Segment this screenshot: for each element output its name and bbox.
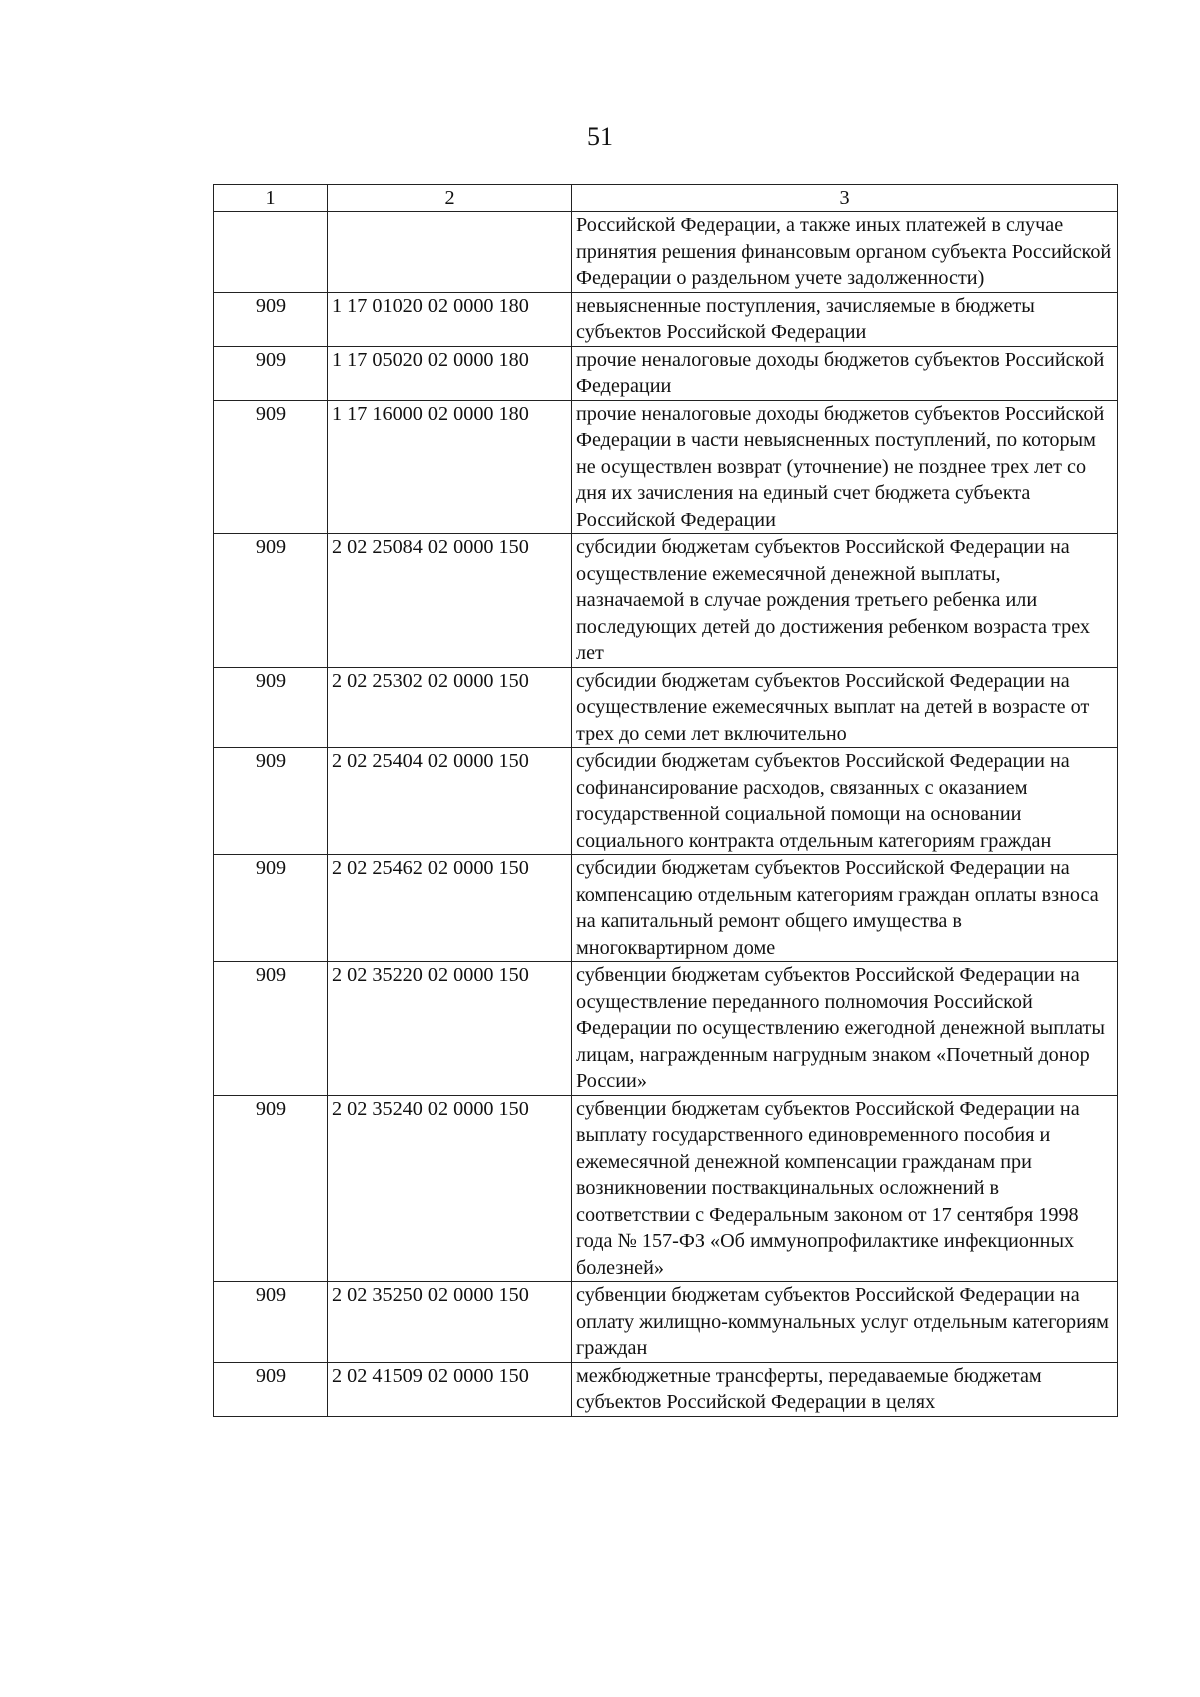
table-row <box>214 400 1118 534</box>
admin-code-cell: 909 <box>214 1282 328 1363</box>
revenue-description-cell: субсидии бюджетам субъектов Российской Федерации на осуществление ежемесячной денежной выплаты, назначаемой в случае рождения третьего ребенка или последующих детей до достижения ребенком возраста трех лет <box>572 534 1118 668</box>
revenue-description-cell: прочие неналоговые доходы бюджетов субъектов Российской Федерации в части невыясненных поступлений, по которым не осуществлен возврат (уточнение) не позднее трех лет со дня их зачисления на единый счет бюджета субъекта Российской Федерации <box>572 400 1118 534</box>
revenue-description-cell: межбюджетные трансферты, передаваемые бюджетам субъектов Российской Федерации в целях <box>572 1362 1118 1416</box>
table-row <box>214 534 1118 668</box>
revenue-code-cell: 2 02 25404 02 0000 150 <box>328 748 572 855</box>
admin-code-cell: 909 <box>214 855 328 962</box>
revenue-code-cell <box>328 212 572 293</box>
revenue-description-cell: субвенции бюджетам субъектов Российской Федерации на выплату государственного единовременного пособия и ежемесячной денежной компенсации гражданам при возникновении поствакцинальных осложнений в соответствии с Федеральным законом от 17 сентября 1998 года № 157-ФЗ «Об иммунопрофилактике инфекционных болезней» <box>572 1095 1118 1282</box>
admin-code-cell: 909 <box>214 748 328 855</box>
column-header-3: 3 <box>572 185 1118 212</box>
table-row <box>214 667 1118 748</box>
revenue-description-cell: прочие неналоговые доходы бюджетов субъектов Российской Федерации <box>572 346 1118 400</box>
table-row <box>214 1095 1118 1282</box>
admin-code-cell: 909 <box>214 667 328 748</box>
revenue-description-cell: субсидии бюджетам субъектов Российской Федерации на софинансирование расходов, связанных с оказанием государственной социальной помощи на основании социального контракта отдельным категориям граждан <box>572 748 1118 855</box>
revenue-codes-table <box>213 184 1118 1417</box>
table-row <box>214 1282 1118 1363</box>
table-header-row <box>214 185 1118 212</box>
table-row <box>214 748 1118 855</box>
table-row <box>214 1362 1118 1416</box>
admin-code-cell: 909 <box>214 346 328 400</box>
revenue-description-cell: субсидии бюджетам субъектов Российской Федерации на компенсацию отдельным категориям граждан оплаты взноса на капитальный ремонт общего имущества в многоквартирном доме <box>572 855 1118 962</box>
admin-code-cell: 909 <box>214 400 328 534</box>
column-header-2: 2 <box>328 185 572 212</box>
admin-code-cell: 909 <box>214 1362 328 1416</box>
revenue-code-cell: 2 02 41509 02 0000 150 <box>328 1362 572 1416</box>
page-number: 51 <box>587 122 613 151</box>
revenue-code-cell: 1 17 01020 02 0000 180 <box>328 292 572 346</box>
revenue-description-cell: субвенции бюджетам субъектов Российской Федерации на осуществление переданного полномочия Российской Федерации по осуществлению ежегодной денежной выплаты лицам, награжденным нагрудным знаком «Почетный донор России» <box>572 962 1118 1096</box>
revenue-code-cell: 2 02 25302 02 0000 150 <box>328 667 572 748</box>
table-row <box>214 346 1118 400</box>
admin-code-cell: 909 <box>214 962 328 1096</box>
revenue-code-cell: 2 02 35250 02 0000 150 <box>328 1282 572 1363</box>
revenue-code-cell: 1 17 05020 02 0000 180 <box>328 346 572 400</box>
table-row <box>214 855 1118 962</box>
revenue-description-cell: субсидии бюджетам субъектов Российской Федерации на осуществление ежемесячных выплат на детей в возрасте от трех до семи лет включительно <box>572 667 1118 748</box>
revenue-description-cell: невыясненные поступления, зачисляемые в бюджеты субъектов Российской Федерации <box>572 292 1118 346</box>
admin-code-cell <box>214 212 328 293</box>
revenue-code-cell: 2 02 25462 02 0000 150 <box>328 855 572 962</box>
admin-code-cell: 909 <box>214 534 328 668</box>
revenue-code-cell: 2 02 35240 02 0000 150 <box>328 1095 572 1282</box>
table-row <box>214 212 1118 293</box>
table-row <box>214 962 1118 1096</box>
revenue-code-cell: 2 02 25084 02 0000 150 <box>328 534 572 668</box>
revenue-description-cell: субвенции бюджетам субъектов Российской Федерации на оплату жилищно-коммунальных услуг отдельным категориям граждан <box>572 1282 1118 1363</box>
admin-code-cell: 909 <box>214 292 328 346</box>
revenue-description-cell: Российской Федерации, а также иных платежей в случае принятия решения финансовым органом субъекта Российской Федерации о раздельном учете задолженности) <box>572 212 1118 293</box>
revenue-code-cell: 1 17 16000 02 0000 180 <box>328 400 572 534</box>
revenue-code-cell: 2 02 35220 02 0000 150 <box>328 962 572 1096</box>
admin-code-cell: 909 <box>214 1095 328 1282</box>
table-row <box>214 292 1118 346</box>
column-header-1: 1 <box>214 185 328 212</box>
